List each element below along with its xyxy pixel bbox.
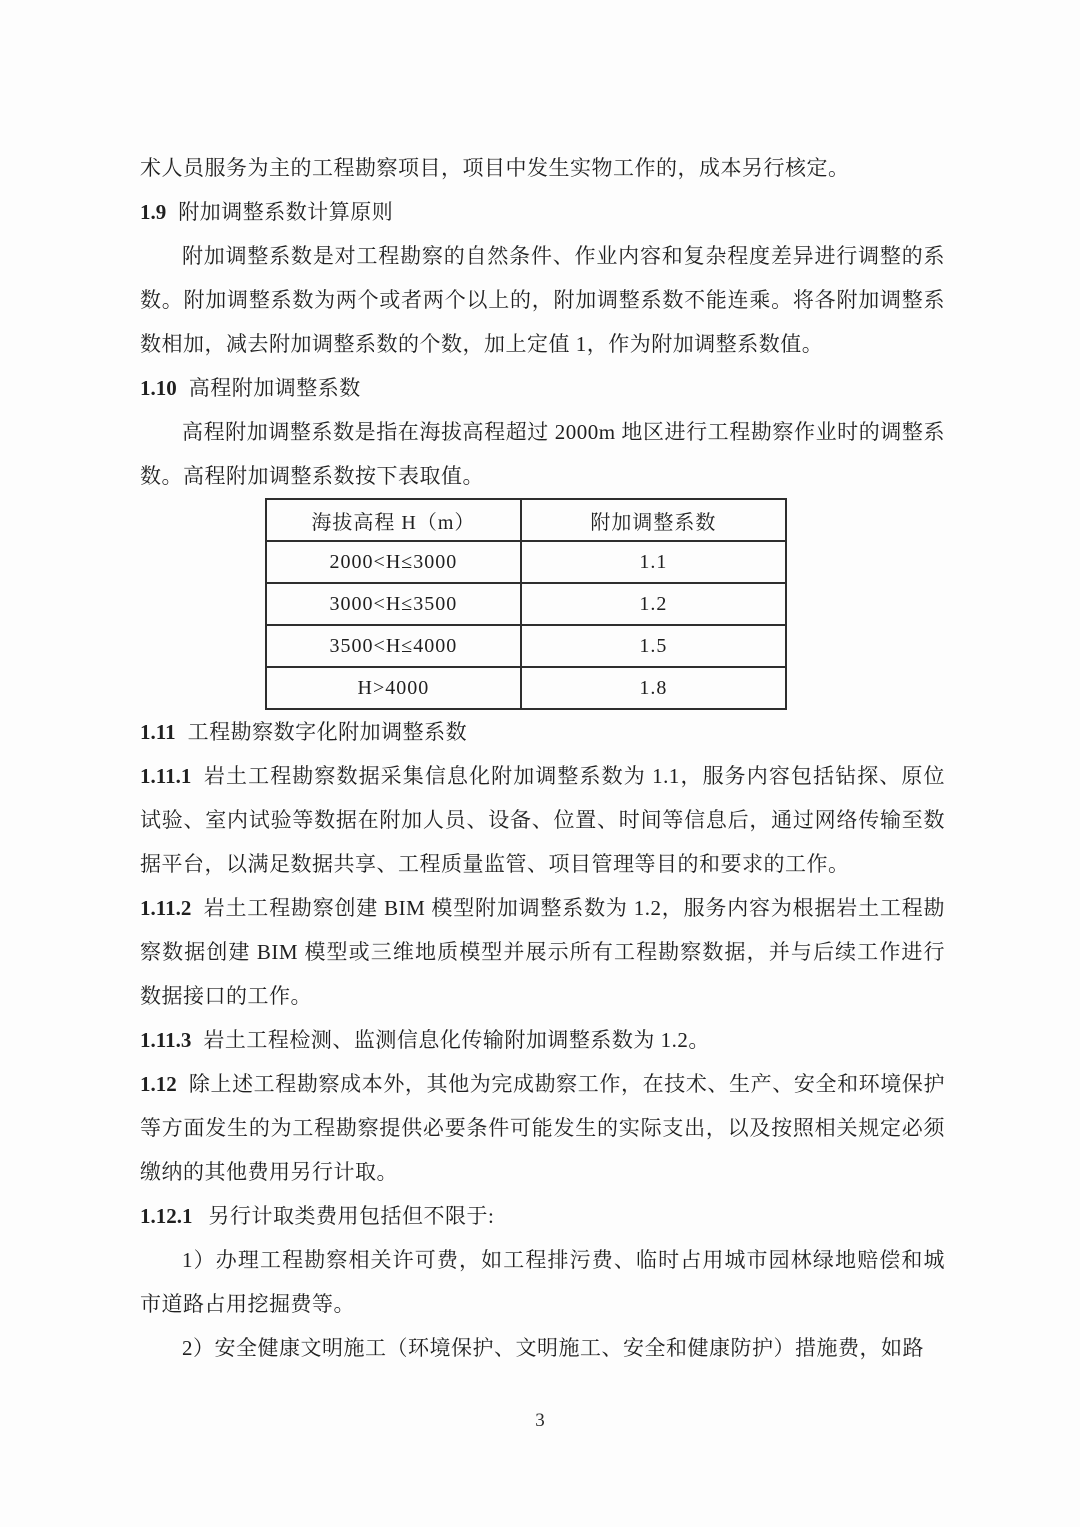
section-number-1-11: 1.11	[140, 720, 176, 744]
paragraph-1-12-1	[140, 1194, 945, 1238]
paragraph-continuation: 术人员服务为主的工程勘察项目，项目中发生实物工作的，成本另行核定。	[140, 156, 850, 180]
table-header-coefficient: 附加调整系数	[521, 499, 786, 541]
table-cell-elevation-range: 3000<H≤3500	[266, 583, 521, 625]
paragraph-1-12	[140, 1062, 945, 1194]
section-heading-1-11	[140, 710, 945, 754]
paragraph-1-9: 附加调整系数是对工程勘察的自然条件、作业内容和复杂程度差异进行调整的系数。附加调整系数为两个或者两个以上的，附加调整系数不能连乘。将各附加调整系数相加，减去附加调整系数的个数，加上定值 1，作为附加调整系数值。	[140, 244, 945, 356]
paragraph-1-11-3	[140, 1018, 945, 1062]
clause-number-1-11-2: 1.11.2	[140, 896, 192, 920]
table-cell-coefficient: 1.5	[521, 625, 786, 667]
paragraph-1-10: 高程附加调整系数是指在海拔高程超过 2000m 地区进行工程勘察作业时的调整系数。高程附加调整系数按下表取值。	[140, 420, 945, 488]
table-cell-elevation-range: H>4000	[266, 667, 521, 709]
table-cell-coefficient: 1.1	[521, 541, 786, 583]
clause-text-1-12: 除上述工程勘察成本外，其他为完成勘察工作，在技术、生产、安全和环境保护等方面发生的为工程勘察提供必要条件可能发生的实际支出，以及按照相关规定必须缴纳的其他费用另行计取。	[140, 1072, 945, 1184]
list-item-1: 1）办理工程勘察相关许可费，如工程排污费、临时占用城市园林绿地赔偿和城市道路占用挖掘费等。	[140, 1248, 945, 1316]
table-header-row	[266, 499, 786, 541]
table-cell-coefficient: 1.2	[521, 583, 786, 625]
paragraph-1-11-1	[140, 754, 945, 886]
list-item-2: 2）安全健康文明施工（环境保护、文明施工、安全和健康防护）措施费，如路	[182, 1336, 924, 1360]
elevation-coefficient-table	[265, 498, 787, 710]
section-number-1-9: 1.9	[140, 200, 167, 224]
page-number: 3	[535, 1410, 545, 1431]
table-cell-elevation-range: 2000<H≤3000	[266, 541, 521, 583]
table-row	[266, 625, 786, 667]
section-title-1-11: 工程勘察数字化附加调整系数	[187, 720, 468, 744]
table-row	[266, 667, 786, 709]
table-row	[266, 583, 786, 625]
clause-number-1-12-1: 1.12.1	[140, 1204, 193, 1228]
paragraph-1-11-2	[140, 886, 945, 1018]
section-title-1-10: 高程附加调整系数	[188, 376, 361, 400]
clause-text-1-11-1: 岩土工程勘察数据采集信息化附加调整系数为 1.1，服务内容包括钻探、原位试验、室内试验等数据在附加人员、设备、位置、时间等信息后，通过网络传输至数据平台，以满足数据共享、工程质量监管、项目管理等目的和要求的工作。	[140, 764, 945, 876]
clause-number-1-11-1: 1.11.1	[140, 764, 192, 788]
table-cell-coefficient: 1.8	[521, 667, 786, 709]
clause-text-1-11-3: 岩土工程检测、监测信息化传输附加调整系数为 1.2。	[203, 1028, 710, 1052]
table-row	[266, 541, 786, 583]
table-header-elevation: 海拔高程 H（m）	[266, 499, 521, 541]
section-heading-1-9	[140, 190, 945, 234]
clause-text-1-11-2: 岩土工程勘察创建 BIM 模型附加调整系数为 1.2，服务内容为根据岩土工程勘察数据创建 BIM 模型或三维地质模型并展示所有工程勘察数据，并与后续工作进行数据接口的工作。	[140, 896, 945, 1008]
section-title-1-9: 附加调整系数计算原则	[178, 200, 394, 224]
clause-text-1-12-1: 另行计取类费用包括但不限于:	[208, 1204, 495, 1228]
section-number-1-10: 1.10	[140, 376, 177, 400]
elevation-coefficient-table-wrap	[265, 498, 945, 710]
clause-number-1-11-3: 1.11.3	[140, 1028, 192, 1052]
table-cell-elevation-range: 3500<H≤4000	[266, 625, 521, 667]
section-heading-1-10	[140, 366, 945, 410]
clause-number-1-12: 1.12	[140, 1072, 177, 1096]
